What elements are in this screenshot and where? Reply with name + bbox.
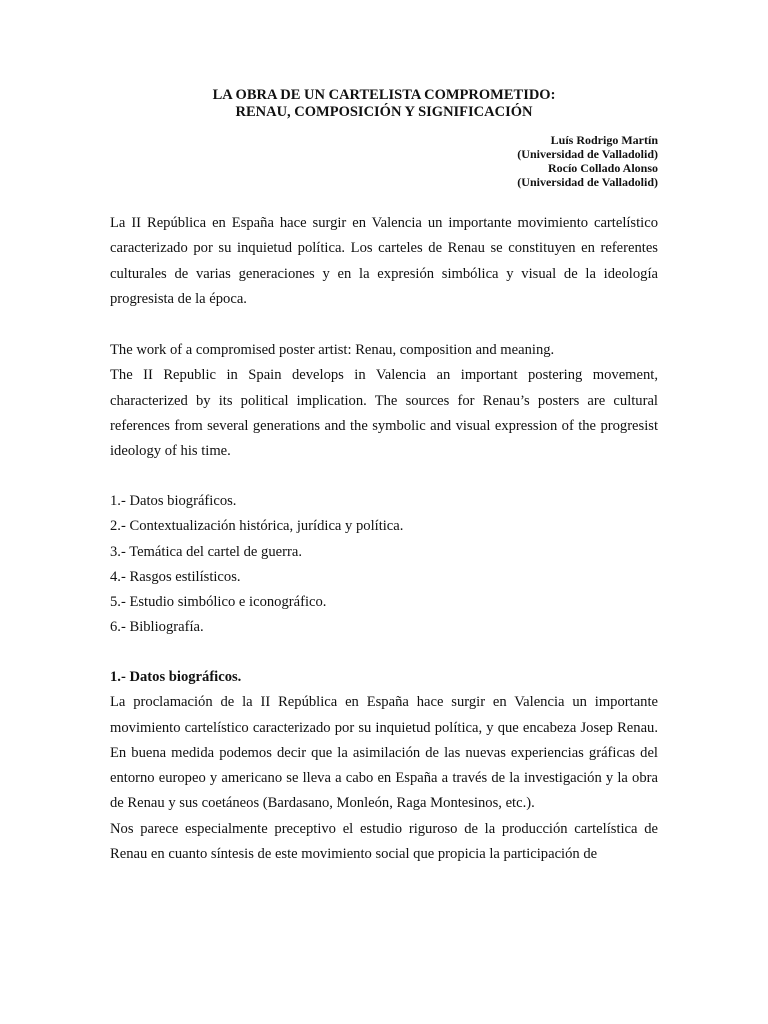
toc-item: 3.- Temática del cartel de guerra.	[110, 543, 302, 560]
toc-item: 2.- Contextualización histórica, jurídica y política.	[110, 518, 404, 535]
toc-item: 1.- Datos biográficos.	[110, 493, 237, 509]
abstract-english	[110, 338, 658, 464]
section-paragraph: Nos parece especialmente preceptivo el estudio riguroso de la producción cartelística de Renau en cuanto síntesis de este movimiento social que propicia la participación de	[110, 820, 658, 863]
toc-item: 5.- Estudio simbólico e iconográfico.	[110, 594, 327, 611]
toc-item: 6.- Bibliografía.	[110, 619, 204, 636]
section-heading: 1.- Datos biográficos.	[110, 669, 242, 685]
paper-title-line-2: RENAU, COMPOSICIÓN Y SIGNIFICACIÓN	[235, 104, 533, 120]
paper-title-line-1: LA OBRA DE UN CARTELISTA COMPROMETIDO:	[212, 87, 556, 103]
abstract-english-title: The work of a compromised poster artist: Renau, composition and meaning.	[110, 342, 555, 358]
author-affiliation: (Universidad de Valladolid)	[517, 147, 658, 161]
paper-title	[110, 87, 658, 121]
section-1	[110, 665, 658, 867]
abstract-spanish	[110, 211, 658, 312]
author-affiliation: (Universidad de Valladolid)	[517, 175, 658, 189]
table-of-contents	[110, 489, 658, 641]
author-name: Luís Rodrigo Martín	[550, 133, 658, 147]
toc-item: 4.- Rasgos estilísticos.	[110, 568, 241, 585]
section-paragraph: La proclamación de la II República en España hace surgir en Valencia un importante movimiento cartelístico caracterizado por su inquietud política, y que encabeza Josep Renau. En buena medida podemos decir que la asimilación de las nuevas experiencias gráficas del entorno europeo y americano se lleva a cabo en España a través de la investigación y la obra de Renau y sus coetáneos (Bardasano, Monleón, Raga Montesinos, etc.).	[110, 694, 658, 812]
abstract-english-text: The II Republic in Spain develops in Valencia an important postering movement, characterized by its political implication. The sources for Renau’s posters are cultural references from several generations and the symbolic and visual expression of the progresist ideology of his time.	[110, 367, 658, 460]
author-block	[517, 133, 658, 189]
author-name: Rocío Collado Alonso	[547, 161, 658, 175]
abstract-spanish-text: La II República en España hace surgir en Valencia un importante movimiento cartelístico caracterizado por su inquietud política. Los carteles de Renau se constituyen en referentes culturales de varias generaciones y en la expresión simbólica y visual de la ideología progresista de la época.	[110, 215, 658, 307]
